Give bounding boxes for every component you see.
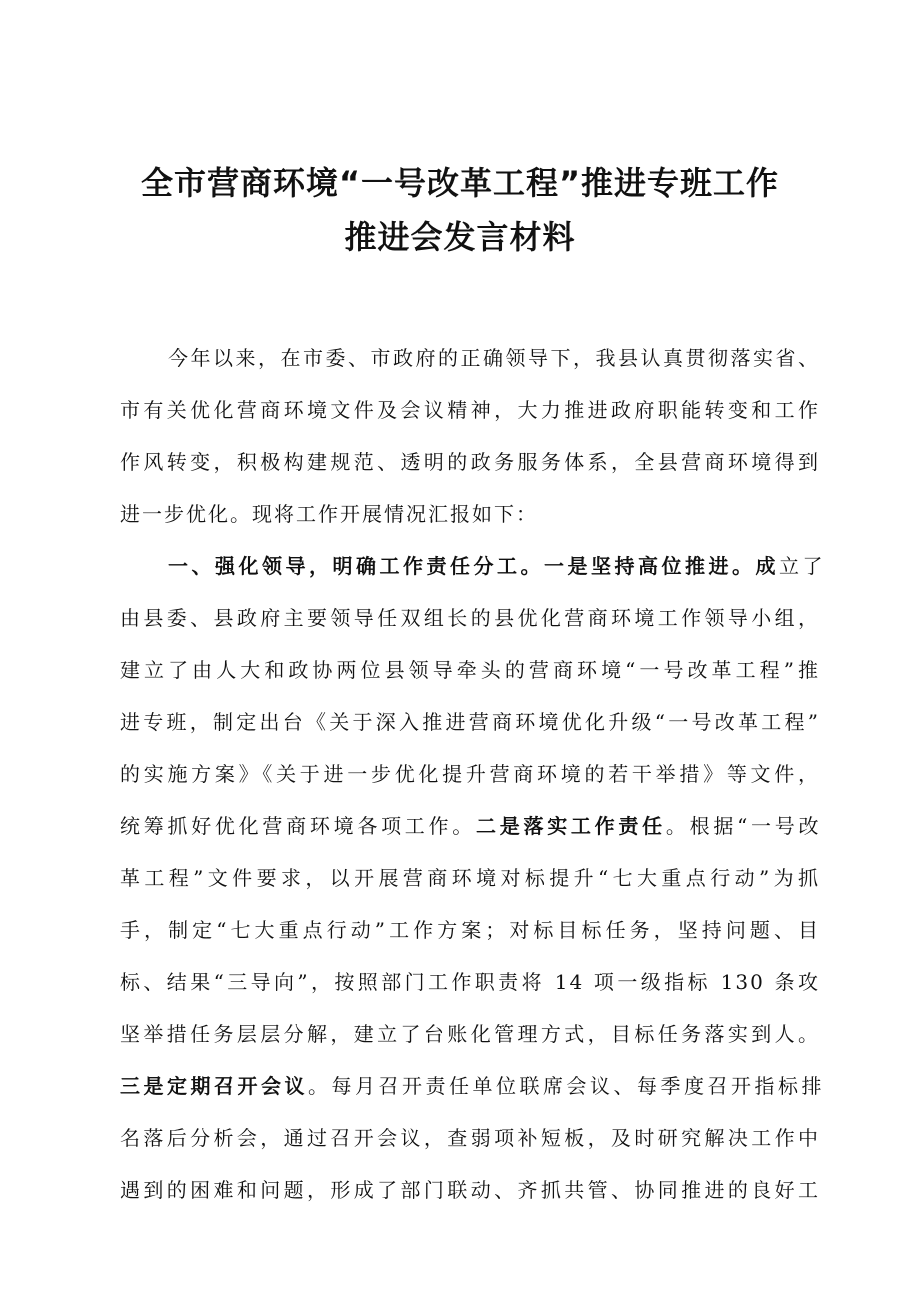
body-text: 标、结果“三导向”，按照部门工作职责将 14 项一级指标 130 条攻 xyxy=(120,970,820,994)
body-text: 名落后分析会，通过召开会议，查弱项补短板，及时研究解决工作中 xyxy=(120,1126,820,1150)
body-text: 进专班，制定出台《关于深入推进营商环境优化升级“一号改革工程” xyxy=(120,710,820,734)
body-text: 。根据“一号改 xyxy=(665,814,820,838)
body-text: 市有关优化营商环境文件及会议精神，大力推进政府职能转变和工作 xyxy=(120,398,820,422)
body-text: 建立了由人大和政协两位县领导牵头的营商环境“一号改革工程”推 xyxy=(120,658,820,682)
document-body xyxy=(120,332,820,1216)
body-text: 的实施方案》《关于进一步优化提升营商环境的若干举措》等文件， xyxy=(120,762,820,786)
body-line xyxy=(120,800,820,852)
body-line xyxy=(120,592,820,644)
body-text: 坚举措任务层层分解，建立了台账化管理方式，目标任务落实到人。 xyxy=(120,1022,820,1046)
body-line xyxy=(120,956,820,1008)
body-text: 遇到的困难和问题，形成了部门联动、齐抓共管、协同推进的良好工 xyxy=(120,1178,820,1202)
body-line xyxy=(120,1112,820,1164)
body-line xyxy=(120,1164,820,1216)
body-line xyxy=(120,384,820,436)
body-text: 统筹抓好优化营商环境各项工作。 xyxy=(120,814,476,838)
body-text: 进一步优化。现将工作开展情况汇报如下： xyxy=(120,502,538,526)
body-line xyxy=(120,540,820,592)
body-line xyxy=(120,748,820,800)
body-line xyxy=(120,332,820,384)
body-text: 手，制定“七大重点行动”工作方案；对标目标任务，坚持问题、目 xyxy=(120,918,820,942)
body-text: 由县委、县政府主要领导任双组长的县优化营商环境工作领导小组， xyxy=(120,606,820,630)
body-text: 。每月召开责任单位联席会议、每季度召开指标排 xyxy=(308,1074,820,1098)
body-line xyxy=(120,696,820,748)
body-line xyxy=(120,1060,820,1112)
body-line xyxy=(120,904,820,956)
bold-text: 一、强化领导，明确工作责任分工。一是坚持高位推进。成 xyxy=(168,554,779,578)
body-text: 作风转变，积极构建规范、透明的政务服务体系，全县营商环境得到 xyxy=(120,450,820,474)
body-line xyxy=(120,852,820,904)
bold-text: 三是定期召开会议 xyxy=(120,1074,308,1098)
document-title-line-1: 全市营商环境“一号改革工程”推进专班工作 xyxy=(140,164,780,202)
body-line xyxy=(120,1008,820,1060)
body-line xyxy=(120,644,820,696)
body-line xyxy=(120,436,820,488)
body-text: 革工程”文件要求，以开展营商环境对标提升“七大重点行动”为抓 xyxy=(120,866,820,890)
bold-text: 二是落实工作责任 xyxy=(476,814,666,838)
body-line xyxy=(120,488,820,540)
body-text: 今年以来，在市委、市政府的正确领导下，我县认真贯彻落实省、 xyxy=(168,346,820,370)
body-text: 立了 xyxy=(779,554,820,578)
document-title-line-2: 推进会发言材料 xyxy=(344,218,576,256)
